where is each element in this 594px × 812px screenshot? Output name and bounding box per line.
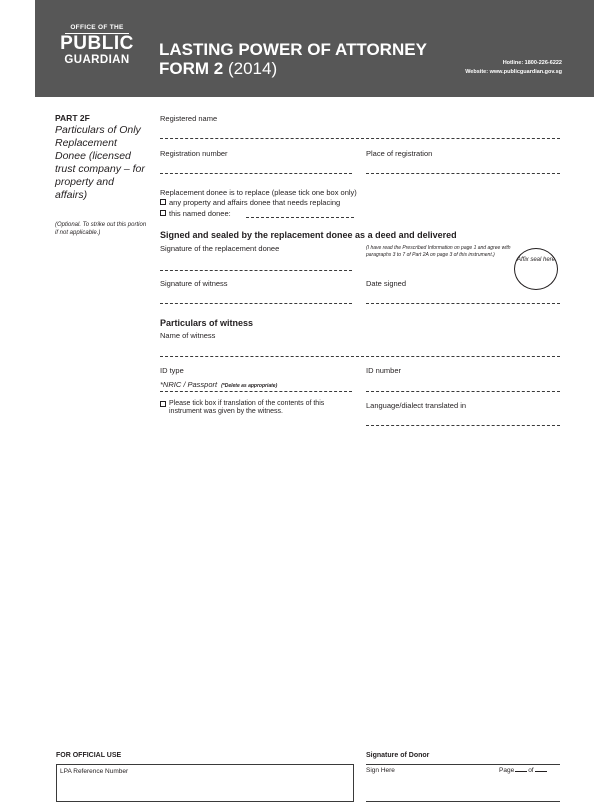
- page-total-field[interactable]: [535, 771, 547, 772]
- id-number-field[interactable]: [366, 391, 560, 392]
- witness-name-field[interactable]: [160, 356, 560, 357]
- date-signed-label: Date signed: [366, 279, 407, 288]
- lpa-reference-box[interactable]: [56, 764, 354, 802]
- language-translated-field[interactable]: [366, 425, 560, 426]
- signature-witness-field[interactable]: [160, 303, 352, 304]
- language-translated-label: Language/dialect translated in: [366, 401, 467, 410]
- donor-signature-line[interactable]: [366, 801, 560, 802]
- option-any-donee-label: any property and affairs donee that needs replacing: [169, 198, 341, 207]
- form-title-line1: LASTING POWER OF ATTORNEY: [159, 40, 427, 59]
- witness-name-label: Name of witness: [160, 331, 216, 340]
- option-named-donee-label: this named donee:: [169, 209, 231, 218]
- id-type-field[interactable]: [160, 391, 352, 392]
- place-of-registration-label: Place of registration: [366, 149, 433, 158]
- signature-replacement-label: Signature of the replacement donee: [160, 244, 280, 253]
- form-year: (2014): [227, 59, 278, 78]
- page-counter: [499, 767, 547, 774]
- form-title: [159, 40, 427, 78]
- logo-public-text: PUBLIC: [60, 33, 134, 54]
- id-type-label: ID type: [160, 366, 184, 375]
- option-named-donee[interactable]: [160, 209, 231, 218]
- checkbox-named-donee[interactable]: [160, 210, 166, 216]
- of-label: of: [528, 767, 534, 774]
- id-type-value: *NRIC / Passport: [160, 380, 218, 389]
- form-header: [35, 0, 594, 97]
- donor-signature-top-rule: [366, 764, 560, 765]
- date-signed-field[interactable]: [366, 303, 560, 304]
- hotline-text: Hotline: 1800-226-6222: [502, 60, 562, 66]
- registration-number-label: Registration number: [160, 149, 228, 158]
- sign-here-label: Sign Here: [366, 767, 395, 774]
- seal-circle: [514, 248, 558, 290]
- part-title: Particulars of Only Replacement Donee (licensed trust company – for property and affairs): [55, 124, 145, 201]
- part-note: (Optional. To strike out this portion if not applicable.): [55, 222, 147, 236]
- replace-instruction: Replacement donee is to replace (please tick one box only): [160, 188, 357, 197]
- registered-name-label: Registered name: [160, 114, 218, 123]
- id-type-options[interactable]: [160, 380, 277, 389]
- website-text: Website: www.publicguardian.gov.sg: [465, 69, 562, 75]
- translation-option-row: [160, 400, 355, 416]
- checkbox-translation[interactable]: [160, 401, 166, 407]
- option-any-donee[interactable]: [160, 198, 340, 207]
- public-guardian-logo: [57, 24, 137, 66]
- named-donee-field[interactable]: [246, 217, 354, 218]
- registered-name-field[interactable]: [160, 138, 560, 139]
- seal-text: Affix seal here: [516, 257, 556, 263]
- id-type-delete-note: (*Delete as appropriate): [221, 383, 278, 389]
- lpa-reference-label: LPA Reference Number: [60, 768, 129, 775]
- registration-number-field[interactable]: [160, 173, 352, 174]
- witness-heading: Particulars of witness: [160, 318, 254, 328]
- page-number-field[interactable]: [515, 771, 527, 772]
- logo-guardian-text: GUARDIAN: [64, 54, 130, 66]
- signed-heading: Signed and sealed by the replacement donee as a deed and delivered: [160, 230, 457, 240]
- form-number: FORM 2: [159, 59, 224, 78]
- page-label: Page: [499, 767, 515, 774]
- place-of-registration-field[interactable]: [366, 173, 560, 174]
- prescribed-info-note: (I have read the Prescribed Information on page 1 and agree with paragraphs 3 to 7 of Part 2A on page 3 of this instrument.): [366, 245, 511, 258]
- part-code: PART 2F: [55, 113, 90, 123]
- donor-signature-heading: Signature of Donor: [366, 752, 430, 759]
- contact-info: [465, 59, 562, 77]
- form-title-line2: [159, 59, 427, 78]
- checkbox-any-donee[interactable]: [160, 199, 166, 205]
- signature-witness-label: Signature of witness: [160, 279, 228, 288]
- translation-checkbox-label: Please tick box if translation of the contents of this instrument was given by the witness.: [169, 400, 325, 415]
- id-number-label: ID number: [366, 366, 402, 375]
- logo-office-text: OFFICE OF THE: [65, 24, 129, 34]
- translation-option[interactable]: [160, 400, 355, 416]
- official-use-heading: FOR OFFICIAL USE: [56, 752, 122, 759]
- signature-replacement-field[interactable]: [160, 270, 352, 271]
